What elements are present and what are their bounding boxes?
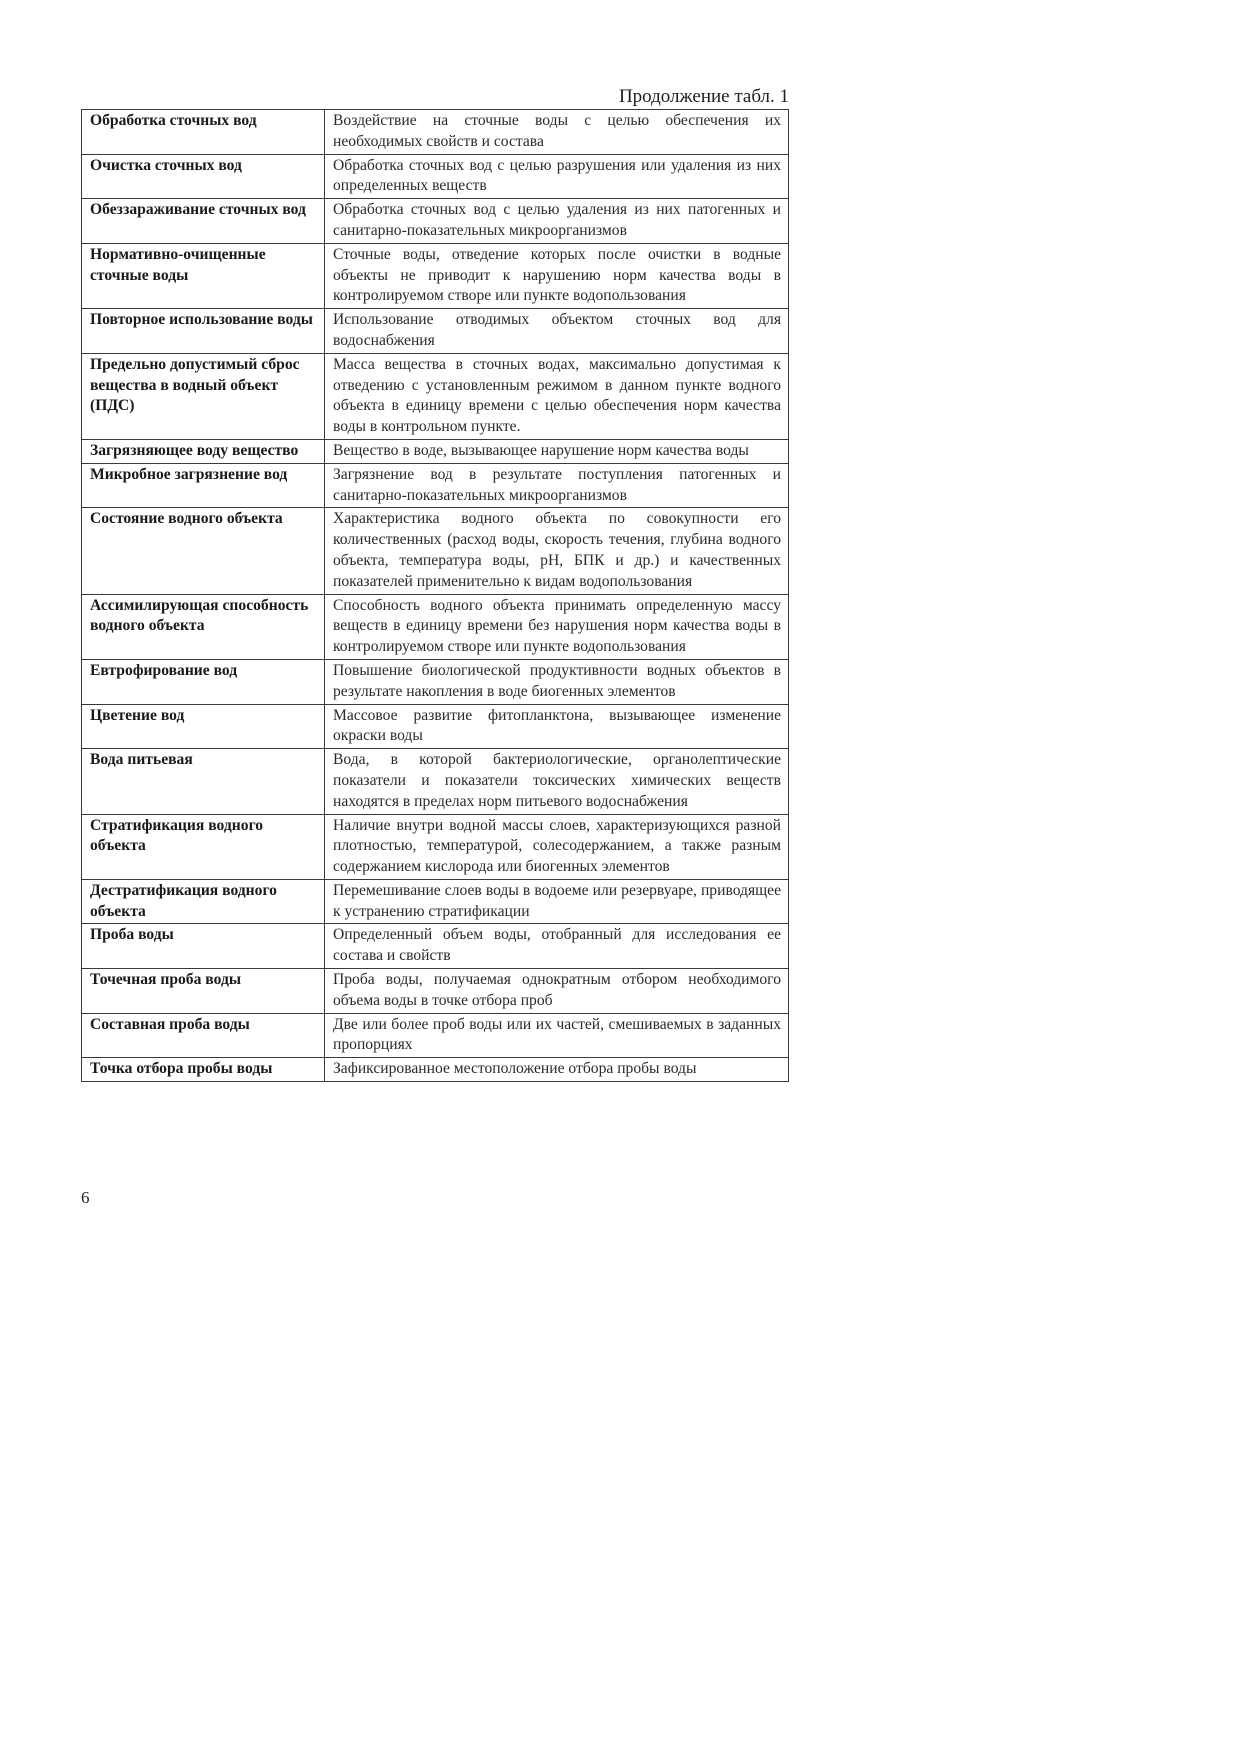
definition-cell: Повышение биологической продуктивности водных объектов в результате накопления в воде биогенных элементов (325, 659, 789, 704)
table-row (82, 199, 789, 244)
definition-cell: Загрязнение вод в результате поступления патогенных и санитарно-показательных микроорганизмов (325, 463, 789, 508)
term-cell: Стратификация водного объекта (82, 814, 325, 879)
term-cell: Загрязняющее воду вещество (82, 439, 325, 463)
table-row (82, 243, 789, 308)
definition-cell: Вещество в воде, вызывающее нарушение норм качества воды (325, 439, 789, 463)
term-cell: Дестратификация водного объекта (82, 879, 325, 924)
table-row (82, 353, 789, 439)
definition-cell: Вода, в которой бактериологические, органолептические показатели и показатели токсических химических веществ находятся в пределах норм питьевого водоснабжения (325, 749, 789, 814)
definition-cell: Зафиксированное местоположение отбора пробы воды (325, 1058, 789, 1082)
term-cell: Обработка сточных вод (82, 110, 325, 155)
table-row (82, 1058, 789, 1082)
term-cell: Очистка сточных вод (82, 154, 325, 199)
table-row (82, 924, 789, 969)
table-row (82, 879, 789, 924)
table-continuation-caption: Продолжение табл. 1 (618, 86, 789, 107)
table-row (82, 1013, 789, 1058)
table-row (82, 814, 789, 879)
table-row (82, 749, 789, 814)
definition-cell: Перемешивание слоев воды в водоеме или резервуаре, приводящее к устранению стратификации (325, 879, 789, 924)
definition-cell: Сточные воды, отведение которых после очистки в водные объекты не приводит к нарушению норм качества воды в контролируемом створе или пункте водопользования (325, 243, 789, 308)
definition-cell: Определенный объем воды, отобранный для исследования ее состава и свойств (325, 924, 789, 969)
page-number: 6 (81, 1188, 90, 1207)
table-row (82, 704, 789, 749)
term-cell: Проба воды (82, 924, 325, 969)
term-cell: Вода питьевая (82, 749, 325, 814)
term-cell: Микробное загрязнение вод (82, 463, 325, 508)
term-cell: Точка отбора пробы воды (82, 1058, 325, 1082)
table-row (82, 594, 789, 659)
definition-cell: Характеристика водного объекта по совокупности его количественных (расход воды, скорость течения, глубина водного объекта, температура воды, pH, БПК и др.) и качественных показателей применительно к видам водопользования (325, 508, 789, 594)
term-cell: Нормативно-очищенные сточные воды (82, 243, 325, 308)
term-cell: Ассимилирующая способность водного объекта (82, 594, 325, 659)
table-row (82, 439, 789, 463)
definition-cell: Наличие внутри водной массы слоев, характеризующихся разной плотностью, температурой, солесодержанием, а также разным содержанием кислорода или биогенных элементов (325, 814, 789, 879)
definition-cell: Обработка сточных вод с целью удаления из них патогенных и санитарно-показательных микроорганизмов (325, 199, 789, 244)
table-row (82, 659, 789, 704)
definition-cell: Воздействие на сточные воды с целью обеспечения их необходимых свойств и состава (325, 110, 789, 155)
table-row (82, 969, 789, 1014)
table-row (82, 309, 789, 354)
definition-cell: Обработка сточных вод с целью разрушения или удаления из них определенных веществ (325, 154, 789, 199)
table-row (82, 508, 789, 594)
definition-cell: Две или более проб воды или их частей, смешиваемых в заданных пропорциях (325, 1013, 789, 1058)
term-cell: Обеззараживание сточных вод (82, 199, 325, 244)
definition-cell: Массовое развитие фитопланктона, вызывающее изменение окраски воды (325, 704, 789, 749)
term-cell: Евтрофирование вод (82, 659, 325, 704)
term-cell: Цветение вод (82, 704, 325, 749)
definition-cell: Использование отводимых объектом сточных вод для водоснабжения (325, 309, 789, 354)
table-row (82, 110, 789, 155)
table-row (82, 154, 789, 199)
table-row (82, 463, 789, 508)
term-cell: Повторное использование воды (82, 309, 325, 354)
definition-cell: Проба воды, получаемая однократным отбором необходимого объема воды в точке отбора проб (325, 969, 789, 1014)
term-cell: Предельно допустимый сброс вещества в водный объект (ПДС) (82, 353, 325, 439)
definition-cell: Масса вещества в сточных водах, максимально допустимая к отведению с установленным режимом в данном пункте водного объекта в единицу времени с целью обеспечения норм качества воды в контрольном пункте. (325, 353, 789, 439)
term-cell: Состояние водного объекта (82, 508, 325, 594)
term-cell: Составная проба воды (82, 1013, 325, 1058)
term-cell: Точечная проба воды (82, 969, 325, 1014)
terms-table (81, 109, 789, 1082)
definition-cell: Способность водного объекта принимать определенную массу веществ в единицу времени без нарушения норм качества воды в контролируемом створе или пункте водопользования (325, 594, 789, 659)
